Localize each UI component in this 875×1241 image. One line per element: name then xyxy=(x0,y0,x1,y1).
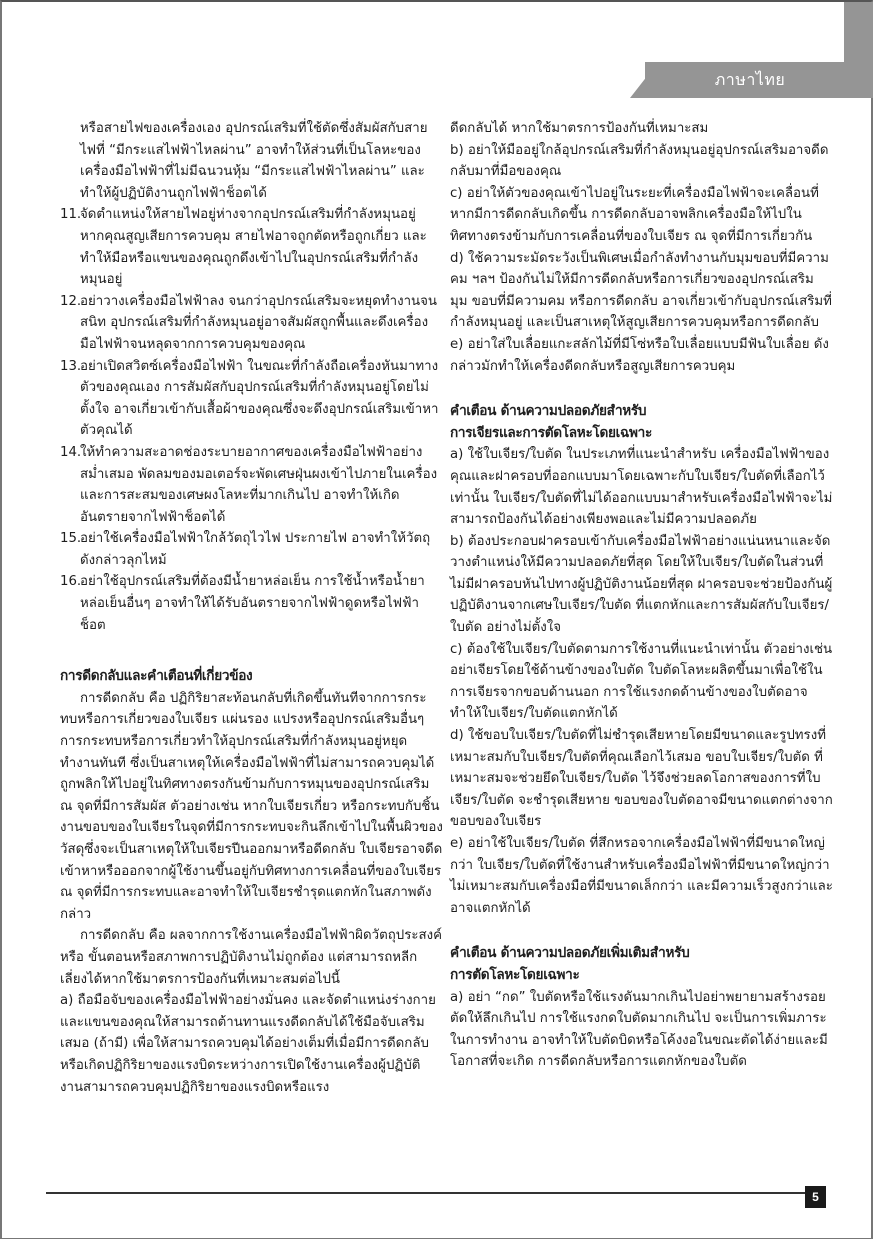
list-item xyxy=(60,291,443,356)
item-number: 13. xyxy=(60,358,82,374)
list-item xyxy=(60,442,443,528)
right-column xyxy=(450,118,835,1073)
section-heading-kickback: การดีดกลับและคำเตือนที่เกี่ยวข้อง xyxy=(60,668,253,685)
list-item xyxy=(60,356,443,442)
kickback-paragraph: การดีดกลับ คือ ปฏิกิริยาสะท้อนกลับที่เกิดขึ้นทันทีจากการกระทบหรือการเกี่ยวของใบเจียร แผ่นรอง แปรงหรืออุปกรณ์เสริมอื่นๆ การกระทบหรือการเกี่ยวทำให้อุปกรณ์เสริมที่กำลังหมุนอยู่หยุดทำงานทันที ซึ่งเป็นสาเหตุให้เครื่องมือไฟฟ้าที่ไม่สามารถควบคุมได้ถูกพลิกให้ไปอยู่ในทิศทางตรงกันข้ามกับการหมุนของอุปกรณ์เสริม ณ จุดที่มีการสัมผัส ตัวอย่างเช่น หากใบเจียรเกี่ยว หรือกระทบกับชิ้นงานขอบของใบเจียรในจุดที่มีการกระทบจะกินลึกเข้าไปในพื้นผิวของวัสดุซึ่งจะเป็นสาเหตุให้ใบเจียรปีนออกมาหรือดีดกลับ ใบเจียรอาจดีดเข้าหาหรือออกจากผู้ใช้งานขึ้นอยู่กับทิศทางการเคลื่อนที่ของใบเจียร ณ จุดที่มีการกระทบและอาจทำให้ใบเจียรชำรุดแตกหักในสภาพดังกล่าว xyxy=(60,690,443,922)
heading-line: การเจียรและการตัดโลหะโดยเฉพาะ xyxy=(450,424,652,441)
heading-line: คำเตือน ด้านความปลอดภัยเพิ่มเติมสำหรับ xyxy=(450,945,690,962)
grinding-item: e) อย่าใช้ใบเจียร/ใบตัด ที่สึกหรอจากเครื่องมือไฟฟ้าที่มีขนาดใหญ่กว่า ใบเจียร/ใบตัดที่ใช้งานสำหรับเครื่องมือไฟฟ้าที่มีขนาดใหญ่กว่าไม่เหมาะสมกับเครื่องมือที่มีขนาดเล็กกว่า และมีความเร็วสูงกว่าและอาจแตกหักได้ xyxy=(450,836,833,916)
kickback-item: a) ถือมือจับของเครื่องมือไฟฟ้าอย่างมั่นคง และจัดตำแหน่งร่างกายและแขนของคุณให้สามารถต้านทานแรงดีดกลับได้ใช้มือจับเสริมเสมอ (ถ้ามี) เพื่อให้สามารถควบคุมได้อย่างเต็มที่เมื่อมีการดีดกลับหรือเกิดปฏิกิริยาของแรงบิดระหว่างการเปิดใช้งานเครื่องผู้ปฏิบัติงานสามารถควบคุมปฏิกิริยาของแรงบิดหรือแรง xyxy=(60,993,436,1095)
item-text: อย่าใส่ใบเลื่อยแกะสลักไม้ที่มีโซ่หรือใบเลื่อยแบบมีฟันใบเลื่อย ดังกล่าวมักทำให้เครื่องดีดกลับหรือสูญเสียการควบคุม xyxy=(450,336,829,374)
footer-rule xyxy=(46,1192,826,1194)
item-number: 15. xyxy=(60,531,82,547)
item-text: อย่าใช้เครื่องมือไฟฟ้าใกล้วัตถุไวไฟ ประกายไฟ อาจทำให้วัตถุดังกล่าวลุกไหม้ xyxy=(80,531,431,568)
kickback-item: b) อย่าให้มืออยู่ใกล้อุปกรณ์เสริมที่กำลังหมุนอยู่อุปกรณ์เสริมอาจดีดกลับมาที่มือของคุณ xyxy=(450,142,829,180)
grinding-item: d) ใช้ขอบใบเจียร/ใบตัดที่ไม่ชำรุดเสียหายโดยมีขนาดและรูปทรงที่เหมาะสมกับใบเจียร/ใบตัดที่คุณเลือกไว้เสมอ ขอบใบเจียร/ใบตัด ที่เหมาะสมจะช่วยยึดใบเจียร/ใบตัด ไว้จึงช่วยลดโอกาสของการที่ใบเจียร/ใบตัด จะชำรุดเสียหาย ขอบของใบตัดอาจมีขนาดแตกต่างจากขอบของใบเจียร xyxy=(450,728,833,830)
section-heading-cutting xyxy=(450,943,835,986)
cutting-item: a) อย่า “กด” ใบตัดหรือใช้แรงดันมากเกินไปอย่าพยายามสร้างรอยตัดให้ลึกเกินไป การใช้แรงกดใบตัดมากเกินไป จะเป็นการเพิ่มภาระในการทำงาน อาจทำให้ใบตัดบิดหรือโค้งงอในขณะตัดได้ง่ายและมีโอกาสที่จะเกิด การดีดกลับหรือการแตกหักของใบตัด xyxy=(450,989,828,1070)
item-text: อย่าเปิดสวิตซ์เครื่องมือไฟฟ้า ในขณะที่กำลังถือเครื่องหันมาทางตัวของคุณเอง การสัมผัสกับอุปกรณ์เสริมที่กำลังหมุนอยู่โดยไม่ตั้งใจ อาจเกี่ยวเข้ากับเสื้อผ้าของคุณซึ่งจะดึงอุปกรณ์เสริมเข้าหาตัวคุณได้ xyxy=(80,358,439,439)
grinding-item: c) ต้องใช้ใบเจียร/ใบตัดตามการใช้งานที่แนะนำเท่านั้น ตัวอย่างเช่น อย่าเจียรโดยใช้ด้านข้างของใบตัด ใบตัดโลหะผลิตขึ้นมาเพื่อใช้ในการเจียรจากขอบด้านนอก การใช้แรงกดด้านข้างของใบตัดอาจทำให้ใบเจียร/ใบตัดแตกหักได้ xyxy=(450,641,833,722)
item-text: อย่าใช้อุปกรณ์เสริมที่ต้องมีน้ำยาหล่อเย็น การใช้น้ำหรือน้ำยาหล่อเย็นอื่นๆ อาจทำให้ได้รับอันตรายจากไฟฟ้าดูดหรือไฟฟ้าช็อต xyxy=(80,574,425,633)
item-number: 12. xyxy=(60,293,82,309)
list-item xyxy=(60,204,443,290)
grinding-item: b) ต้องประกอบฝาครอบเข้ากับเครื่องมือไฟฟ้าอย่างแน่นหนาและจัดวางตำแหน่งให้มีความปลอดภัยที่สุด โดยให้ใบเจียร/ใบตัดในส่วนที่ไม่มีฝาครอบหันไปทางผู้ปฏิบัติงานน้อยที่สุด ฝาครอบจะช่วยป้องกันผู้ปฏิบัติงานจากเศษใบเจียร/ใบตัด ที่แตกหักและการสัมผัสกับใบเจียร/ใบตัด อย่างไม่ตั้งใจ xyxy=(450,533,833,636)
kickback-item xyxy=(450,334,835,377)
heading-line: การตัดโลหะโดยเฉพาะ xyxy=(450,966,580,983)
section-heading-grinding xyxy=(450,401,835,444)
kickback-paragraph: การดีดกลับ คือ ผลจากการใช้งานเครื่องมือไฟฟ้าผิดวัตถุประสงค์ หรือ ขั้นตอนหรือสภาพการปฏิบัติงานไม่ถูกต้อง แต่สามารถหลีกเลี่ยงได้หากใช้มาตรการป้องกันที่เหมาะสมต่อไปนี้ xyxy=(60,928,442,987)
page-number: 5 xyxy=(805,1186,826,1208)
grinding-item: a) ใช้ใบเจียร/ใบตัด ในประเภทที่แนะนำสำหรับ เครื่องมือไฟฟ้าของคุณและฝาครอบที่ออกแบบมาโดยเฉพาะกับใบเจียร/ใบตัดที่เลือกไว้เท่านั้น ใบเจียร/ใบตัดที่ไม่ได้ออกแบบมาสำหรับเครื่องมือไฟฟ้าจะไม่สามารถป้องกันได้อย่างเพียงพอและไม่มีความปลอดภัย xyxy=(450,447,833,528)
item-label: e) xyxy=(450,336,468,352)
item-number: 14. xyxy=(60,444,82,460)
item-text: จัดตำแหน่งให้สายไฟอยู่ห่างจากอุปกรณ์เสริมที่กำลังหมุนอยู่ หากคุณสูญเสียการควบคุม สายไฟอาจถูกตัดหรือถูกเกี่ยว และทำให้มือหรือแขนของคุณถูกดึงเข้าไปในอุปกรณ์เสริมที่กำลังหมุนอยู่ xyxy=(80,207,427,288)
kickback-item: c) อย่าให้ตัวของคุณเข้าไปอยู่ในระยะที่เครื่องมือไฟฟ้าจะเคลื่อนที่ หากมีการดีดกลับเกิดขึ้น การดีดกลับอาจพลิกเครื่องมือให้ไปในทิศทางตรงข้ามกับการเคลื่อนที่ของใบเจียร ณ จุดที่มีการเกี่ยวกัน xyxy=(450,185,819,244)
list-item xyxy=(60,528,443,571)
item-number: 16. xyxy=(60,574,82,590)
kickback-item: d) ใช้ความระมัดระวังเป็นพิเศษเมื่อกำลังทำงานกับมุมขอบที่มีความคม ฯลฯ ป้องกันไม่ให้มีการดีดกลับหรือการเกี่ยวของอุปกรณ์เสริม มุม ขอบที่มีความคม หรือการดีดกลับ อาจเกี่ยวเข้ากับอุปกรณ์เสริมที่กำลังหมุนอยู่ และเป็นสาเหตุให้สูญเสียการควบคุมหรือการดีดกลับ xyxy=(450,250,832,331)
list-item xyxy=(60,571,443,636)
item-number: 11. xyxy=(60,207,82,223)
item-text: ให้ทำความสะอาดช่องระบายอากาศของเครื่องมือไฟฟ้าอย่างสม่ำเสมอ พัดลมของมอเตอร์จะพัดเศษฝุ่นผงเข้าไปภายในเครื่อง และการสะสมของเศษผงโลหะที่มากเกินไป อาจทำให้เกิดอันตรายจากไฟฟ้าช็อตได้ xyxy=(80,444,438,525)
item-text: อย่าวางเครื่องมือไฟฟ้าลง จนกว่าอุปกรณ์เสริมจะหยุดทำงานจนสนิท อุปกรณ์เสริมที่กำลังหมุนอยู่อาจสัมผัสถูกพื้นและดึงเครื่องมือไฟฟ้าจนหลุดจากการควบคุมของคุณ xyxy=(80,293,438,352)
language-tab-label: ภาษาไทย xyxy=(714,70,786,89)
continuation-text: ดีดกลับได้ หากใช้มาตรการป้องกันที่เหมาะสม xyxy=(450,121,709,136)
left-column xyxy=(60,118,443,1098)
continuation-text: หรือสายไฟของเครื่องเอง อุปกรณ์เสริมที่ใช้ตัดซึ่งสัมผัสกับสายไฟที่ “มีกระแสไฟฟ้าไหลผ่าน” อาจทำให้ส่วนที่เป็นโลหะของเครื่องมือไฟฟ้าที่ไม่มีฉนวนหุ้ม “มีกระแสไฟฟ้าไหลผ่าน” และทำให้ผู้ปฏิบัติงานถูกไฟฟ้าช็อตได้ xyxy=(80,121,428,201)
heading-line: คำเตือน ด้านความปลอดภัยสำหรับ xyxy=(450,403,647,420)
side-tab-bar xyxy=(844,2,873,98)
